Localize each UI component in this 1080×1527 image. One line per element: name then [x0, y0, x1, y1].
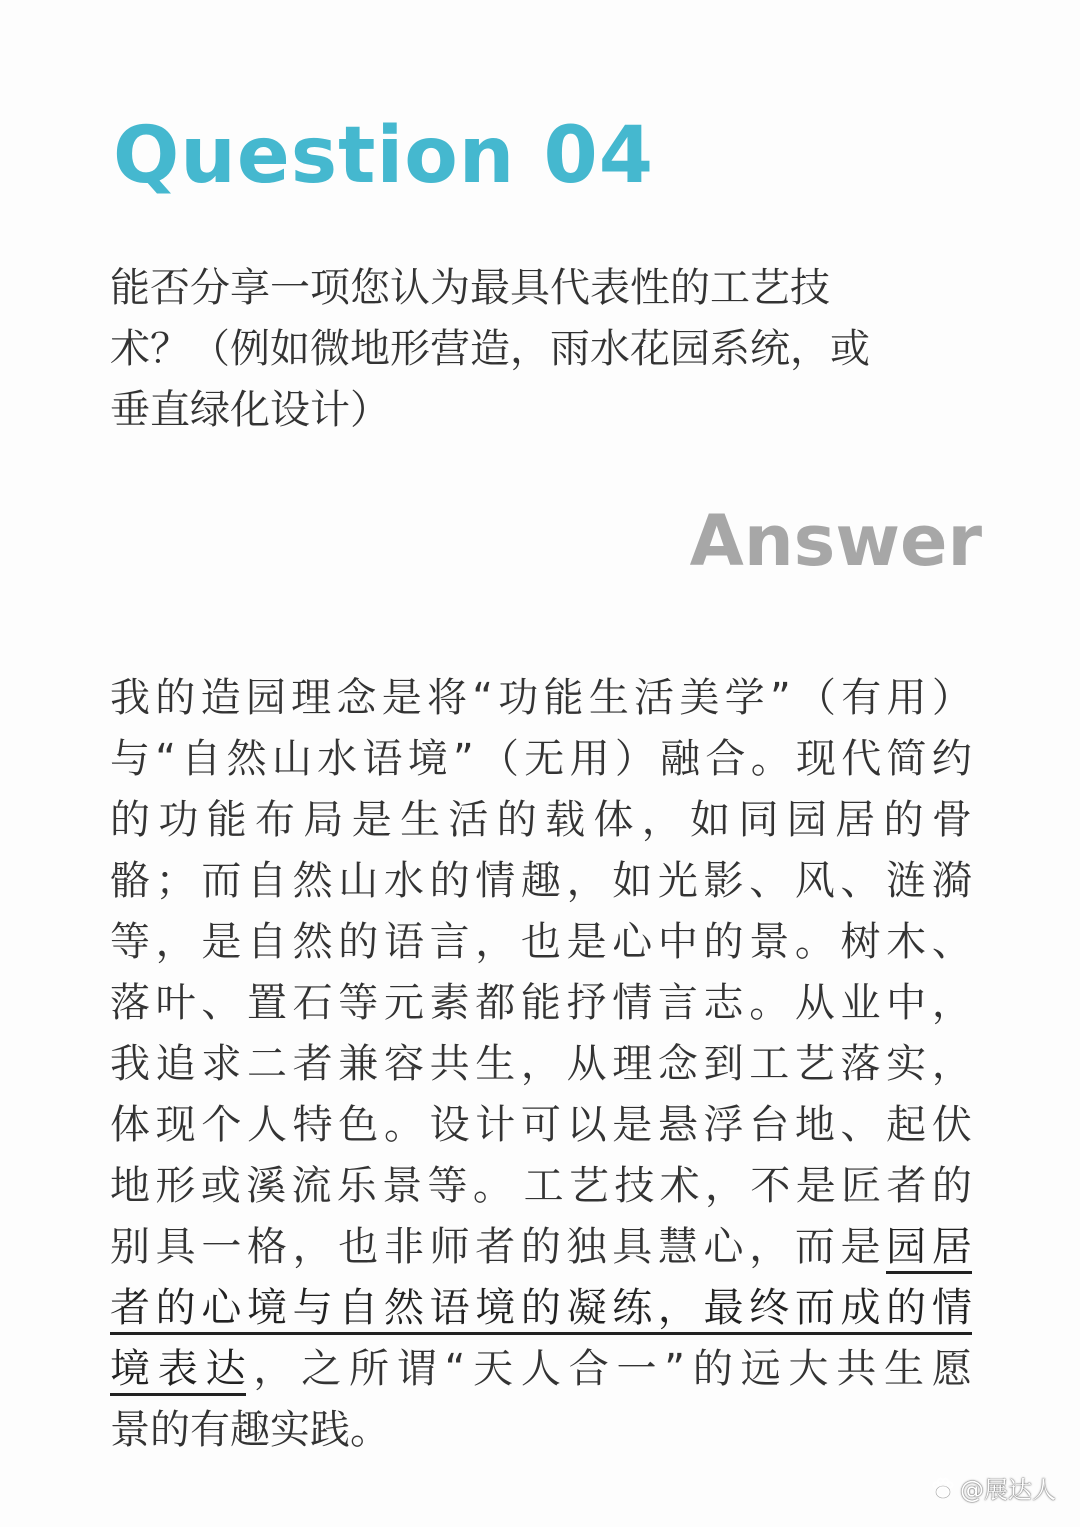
- answer-char: 的: [429, 858, 470, 904]
- answer-char: 乐: [336, 1163, 377, 1209]
- answer-char: 涟: [886, 858, 927, 904]
- answer-highlight-char: 终: [749, 1285, 790, 1331]
- answer-char: 山: [271, 736, 312, 782]
- answer-char: 同: [738, 797, 779, 843]
- answer-line: 景的有趣实践。: [110, 1407, 390, 1453]
- answer-char: 生: [588, 675, 629, 721]
- answer-char: 活: [634, 675, 675, 721]
- answer-char: 有: [841, 675, 882, 721]
- answer-char: 。: [750, 736, 791, 782]
- answer-char: 共: [429, 1041, 470, 1087]
- answer-highlight-char: 情: [931, 1285, 972, 1331]
- answer-char: 人: [246, 1102, 287, 1148]
- answer-highlight-char: 心: [201, 1285, 242, 1331]
- answer-char: 别: [110, 1224, 150, 1270]
- answer-char: 水: [317, 736, 358, 782]
- answer-char: 合: [705, 736, 746, 782]
- answer-char: 兼: [338, 1041, 379, 1087]
- answer-char: 布: [255, 797, 296, 843]
- answer-char: 是: [612, 1102, 653, 1148]
- answer-char: 情: [475, 858, 516, 904]
- answer-char: 生: [475, 1041, 516, 1087]
- answer-char: 合: [568, 1346, 609, 1392]
- answer-char: 用: [886, 675, 927, 721]
- answer-char: ”: [452, 736, 474, 782]
- answer-highlight-char: 与: [292, 1285, 333, 1331]
- answer-char: 自: [181, 736, 222, 782]
- answer-char: 与: [110, 736, 150, 782]
- answer-line-mixed: [110, 1217, 972, 1278]
- answer-char: 心: [703, 1224, 744, 1270]
- answer-char: ，: [253, 1346, 294, 1392]
- answer-highlight-char: 成: [840, 1285, 881, 1331]
- answer-char: 景: [382, 1163, 423, 1209]
- answer-char: 石: [292, 980, 333, 1026]
- answer-char: 起: [886, 1102, 927, 1148]
- answer-char: 叶: [155, 980, 196, 1026]
- answer-char: ”: [769, 675, 791, 721]
- answer-char: 置: [246, 980, 287, 1026]
- answer-char: 是: [795, 1163, 836, 1209]
- answer-char: 趣: [520, 858, 561, 904]
- answer-line: [110, 1156, 972, 1217]
- answer-char: 具: [612, 1224, 653, 1270]
- answer-char: 简: [886, 736, 927, 782]
- answer-line: [110, 912, 972, 973]
- answer-char: 我: [110, 1041, 150, 1087]
- answer-char: 。: [794, 919, 835, 965]
- answer-char: 将: [426, 675, 467, 721]
- answer-char: 或: [200, 1163, 241, 1209]
- underline-rule: [110, 1332, 972, 1335]
- question-line: 术？（例如微地形营造，雨水花园系统，或: [110, 326, 870, 372]
- answer-char: 追: [155, 1041, 196, 1087]
- answer-char: 二: [246, 1041, 287, 1087]
- answer-char: 地: [794, 1102, 835, 1148]
- paw-icon: [930, 1475, 956, 1501]
- answer-title: Answer: [689, 500, 982, 582]
- answer-char: ）: [614, 736, 655, 782]
- answer-highlight-char: 的: [155, 1285, 196, 1331]
- answer-char: 谓: [396, 1346, 437, 1392]
- answer-char: 风: [794, 858, 835, 904]
- answer-char: 影: [703, 858, 744, 904]
- answer-highlight-char: ，: [657, 1285, 698, 1331]
- answer-text: [110, 668, 972, 1461]
- answer-char: 载: [545, 797, 586, 843]
- answer-char: 艺: [568, 1163, 609, 1209]
- answer-char: ，: [566, 858, 607, 904]
- question-text: [110, 258, 970, 441]
- answer-char: 是: [840, 1224, 881, 1270]
- answer-line-highlight: [110, 1278, 972, 1339]
- question-line: 能否分享一项您认为最具代表性的工艺技: [110, 265, 830, 311]
- answer-char: 园: [786, 797, 827, 843]
- answer-char: 实: [886, 1041, 927, 1087]
- answer-char: 非: [383, 1224, 424, 1270]
- answer-highlight-char: 境: [246, 1285, 287, 1331]
- answer-char: 形: [155, 1163, 196, 1209]
- answer-highlight-char: 练: [612, 1285, 653, 1331]
- answer-char: 从: [566, 1041, 607, 1087]
- answer-char: 而: [794, 1224, 835, 1270]
- answer-char: 是: [566, 919, 607, 965]
- answer-line-mixed: [110, 1339, 972, 1400]
- answer-char: 一: [616, 1346, 657, 1392]
- answer-char: 天: [473, 1346, 514, 1392]
- answer-char: ，: [292, 1224, 333, 1270]
- answer-char: 自: [246, 858, 287, 904]
- answer-char: 特: [292, 1102, 333, 1148]
- answer-char: 等: [427, 1163, 468, 1209]
- answer-char: 慧: [657, 1224, 698, 1270]
- answer-char: 念: [336, 675, 377, 721]
- answer-char: 造: [200, 675, 241, 721]
- answer-line: [110, 729, 972, 790]
- answer-char: ，: [520, 1041, 561, 1087]
- answer-char: 骼: [110, 858, 150, 904]
- answer-char: 树: [840, 919, 881, 965]
- answer-line: [110, 668, 972, 729]
- answer-char: 代: [841, 736, 882, 782]
- answer-char: 然: [292, 858, 333, 904]
- answer-char: 。: [749, 980, 790, 1026]
- answer-char: 无: [524, 736, 565, 782]
- answer-line: [110, 851, 972, 912]
- answer-char: 体: [110, 1102, 150, 1148]
- answer-char: 师: [429, 1224, 470, 1270]
- watermark-text: @展达人: [960, 1476, 1056, 1504]
- answer-char: 漪: [931, 858, 972, 904]
- answer-char: 是: [351, 797, 392, 843]
- answer-highlight-char: 达: [205, 1346, 246, 1392]
- answer-char: ；: [155, 858, 196, 904]
- answer-char: 的: [496, 797, 537, 843]
- answer-char: 的: [931, 1163, 972, 1209]
- answer-char: 的: [338, 919, 379, 965]
- answer-char: 之: [301, 1346, 342, 1392]
- answer-char: 学: [724, 675, 765, 721]
- answer-char: 设: [429, 1102, 470, 1148]
- answer-char: ，: [155, 919, 196, 965]
- answer-char: 生: [400, 797, 441, 843]
- answer-line: [110, 1034, 972, 1095]
- answer-char: 、: [201, 980, 242, 1026]
- answer-char: 骨: [931, 797, 972, 843]
- answer-char: 等: [338, 980, 379, 1026]
- answer-highlight-char: 的: [886, 1285, 927, 1331]
- answer-char: 的: [703, 919, 744, 965]
- answer-char: 用: [569, 736, 610, 782]
- answer-highlight-char: 表: [157, 1346, 198, 1392]
- answer-highlight-char: 居: [931, 1224, 972, 1270]
- answer-char: ，: [749, 1224, 790, 1270]
- answer-char: 工: [523, 1163, 564, 1209]
- answer-char: “: [472, 675, 493, 721]
- underline-rule: [110, 1393, 246, 1396]
- answer-char: ，: [705, 1163, 746, 1209]
- answer-char: 以: [566, 1102, 607, 1148]
- answer-char: 溪: [246, 1163, 287, 1209]
- answer-char: ，: [641, 797, 682, 843]
- answer-line: [110, 1095, 972, 1156]
- answer-char: 人: [520, 1346, 561, 1392]
- answer-char: 到: [703, 1041, 744, 1087]
- answer-char: 业: [840, 980, 881, 1026]
- answer-char: 也: [520, 919, 561, 965]
- answer-char: 局: [303, 797, 344, 843]
- answer-char: 元: [383, 980, 424, 1026]
- question-line: 垂直绿化设计）: [110, 387, 390, 433]
- answer-char: 然: [226, 736, 267, 782]
- answer-char: 术: [659, 1163, 700, 1209]
- answer-char: “: [444, 1346, 466, 1392]
- answer-char: 志: [703, 980, 744, 1026]
- answer-char: 的: [520, 1224, 561, 1270]
- answer-char: ）: [931, 675, 972, 721]
- answer-highlight-char: 然: [383, 1285, 424, 1331]
- answer-char: 格: [246, 1224, 287, 1270]
- answer-char: ，: [475, 919, 516, 965]
- answer-highlight-char: 最: [703, 1285, 744, 1331]
- answer-char: 者: [292, 1041, 333, 1087]
- answer-char: 个: [201, 1102, 242, 1148]
- question-title: Question 04: [113, 111, 655, 201]
- answer-char: 大: [788, 1346, 829, 1392]
- answer-char: 约: [931, 736, 972, 782]
- answer-char: 愿: [931, 1346, 972, 1392]
- answer-char: ，: [931, 980, 972, 1026]
- answer-char: 浮: [703, 1102, 744, 1148]
- answer-char: 的: [883, 797, 924, 843]
- answer-char: 活: [448, 797, 489, 843]
- answer-char: 台: [749, 1102, 790, 1148]
- answer-char: 流: [291, 1163, 332, 1209]
- answer-char: 远: [740, 1346, 781, 1392]
- answer-char: 居: [835, 797, 876, 843]
- answer-char: 理: [291, 675, 332, 721]
- answer-highlight-char: 凝: [566, 1285, 607, 1331]
- answer-char: 语: [362, 736, 403, 782]
- answer-char: 现: [795, 736, 836, 782]
- answer-char: 而: [201, 858, 242, 904]
- answer-char: 水: [383, 858, 424, 904]
- answer-char: 的: [110, 797, 150, 843]
- answer-char: 独: [566, 1224, 607, 1270]
- answer-char: 木: [886, 919, 927, 965]
- answer-char: 体: [593, 797, 634, 843]
- answer-char: 都: [475, 980, 516, 1026]
- answer-char: 然: [292, 919, 333, 965]
- answer-char: 是: [201, 919, 242, 965]
- answer-char: 、: [749, 858, 790, 904]
- answer-char: ，: [931, 1041, 972, 1087]
- answer-char: 的: [692, 1346, 733, 1392]
- answer-char: 者: [886, 1163, 927, 1209]
- answer-line: [110, 790, 972, 851]
- answer-char: 求: [201, 1041, 242, 1087]
- answer-char: 匠: [841, 1163, 882, 1209]
- answer-char: 中: [657, 919, 698, 965]
- answer-char: 计: [475, 1102, 516, 1148]
- answer-char: 落: [110, 980, 150, 1026]
- answer-char: 景: [749, 919, 790, 965]
- answer-char: 者: [475, 1224, 516, 1270]
- answer-highlight-char: 境: [110, 1346, 150, 1392]
- answer-char: 园: [245, 675, 286, 721]
- answer-char: 悬: [657, 1102, 698, 1148]
- answer-char: 、: [840, 1102, 881, 1148]
- answer-char: 具: [155, 1224, 196, 1270]
- answer-char: 伏: [931, 1102, 972, 1148]
- answer-char: 技: [614, 1163, 655, 1209]
- answer-highlight-char: 境: [475, 1285, 516, 1331]
- answer-char: 、: [931, 919, 972, 965]
- answer-char: 生: [884, 1346, 925, 1392]
- answer-char: 的: [155, 675, 196, 721]
- answer-char: 从: [794, 980, 835, 1026]
- answer-char: 中: [886, 980, 927, 1026]
- answer-char: 工: [749, 1041, 790, 1087]
- answer-highlight-char: 者: [110, 1285, 150, 1331]
- watermark: [930, 1470, 1056, 1505]
- answer-char: ”: [664, 1346, 686, 1392]
- answer-highlight-char: 自: [338, 1285, 379, 1331]
- answer-char: 是: [381, 675, 422, 721]
- answer-char: 不: [750, 1163, 791, 1209]
- underline-rule: [886, 1271, 972, 1274]
- answer-char: 所: [348, 1346, 389, 1392]
- answer-char: 念: [657, 1041, 698, 1087]
- answer-char: 山: [338, 858, 379, 904]
- answer-char: 光: [657, 858, 698, 904]
- answer-highlight-char: 园: [886, 1224, 927, 1270]
- answer-char: 我: [110, 675, 150, 721]
- answer-highlight-char: 的: [520, 1285, 561, 1331]
- answer-char: 。: [383, 1102, 424, 1148]
- answer-char: （: [479, 736, 519, 782]
- answer-char: 落: [840, 1041, 881, 1087]
- answer-line: [110, 973, 972, 1034]
- answer-char: 能: [520, 980, 561, 1026]
- answer-char: 语: [383, 919, 424, 965]
- answer-char: 心: [612, 919, 653, 965]
- answer-char: 美: [679, 675, 720, 721]
- answer-char: 、: [840, 858, 881, 904]
- answer-char: 可: [520, 1102, 561, 1148]
- answer-char: 一: [201, 1224, 242, 1270]
- answer-char: “: [155, 736, 177, 782]
- answer-char: 地: [110, 1163, 150, 1209]
- answer-char: 。: [472, 1163, 513, 1209]
- answer-char: 能: [543, 675, 584, 721]
- answer-char: 融: [660, 736, 701, 782]
- answer-char: 现: [155, 1102, 196, 1148]
- answer-char: 素: [429, 980, 470, 1026]
- answer-char: 共: [836, 1346, 877, 1392]
- answer-char: 等: [110, 919, 150, 965]
- answer-char: 理: [612, 1041, 653, 1087]
- answer-char: 能: [206, 797, 247, 843]
- answer-char: 艺: [794, 1041, 835, 1087]
- answer-highlight-char: 而: [794, 1285, 835, 1331]
- answer-char: 色: [338, 1102, 379, 1148]
- answer-highlight-char: 语: [429, 1285, 470, 1331]
- answer-char: 抒: [566, 980, 607, 1026]
- answer-char: 情: [612, 980, 653, 1026]
- answer-char: 如: [612, 858, 653, 904]
- answer-char: 如: [690, 797, 731, 843]
- answer-char: 境: [407, 736, 448, 782]
- answer-char: 言: [429, 919, 470, 965]
- answer-char: 言: [657, 980, 698, 1026]
- answer-char: 容: [383, 1041, 424, 1087]
- answer-char: 功: [158, 797, 199, 843]
- answer-char: 也: [338, 1224, 379, 1270]
- answer-char: 功: [498, 675, 539, 721]
- answer-char: 自: [246, 919, 287, 965]
- answer-char: （: [795, 675, 836, 721]
